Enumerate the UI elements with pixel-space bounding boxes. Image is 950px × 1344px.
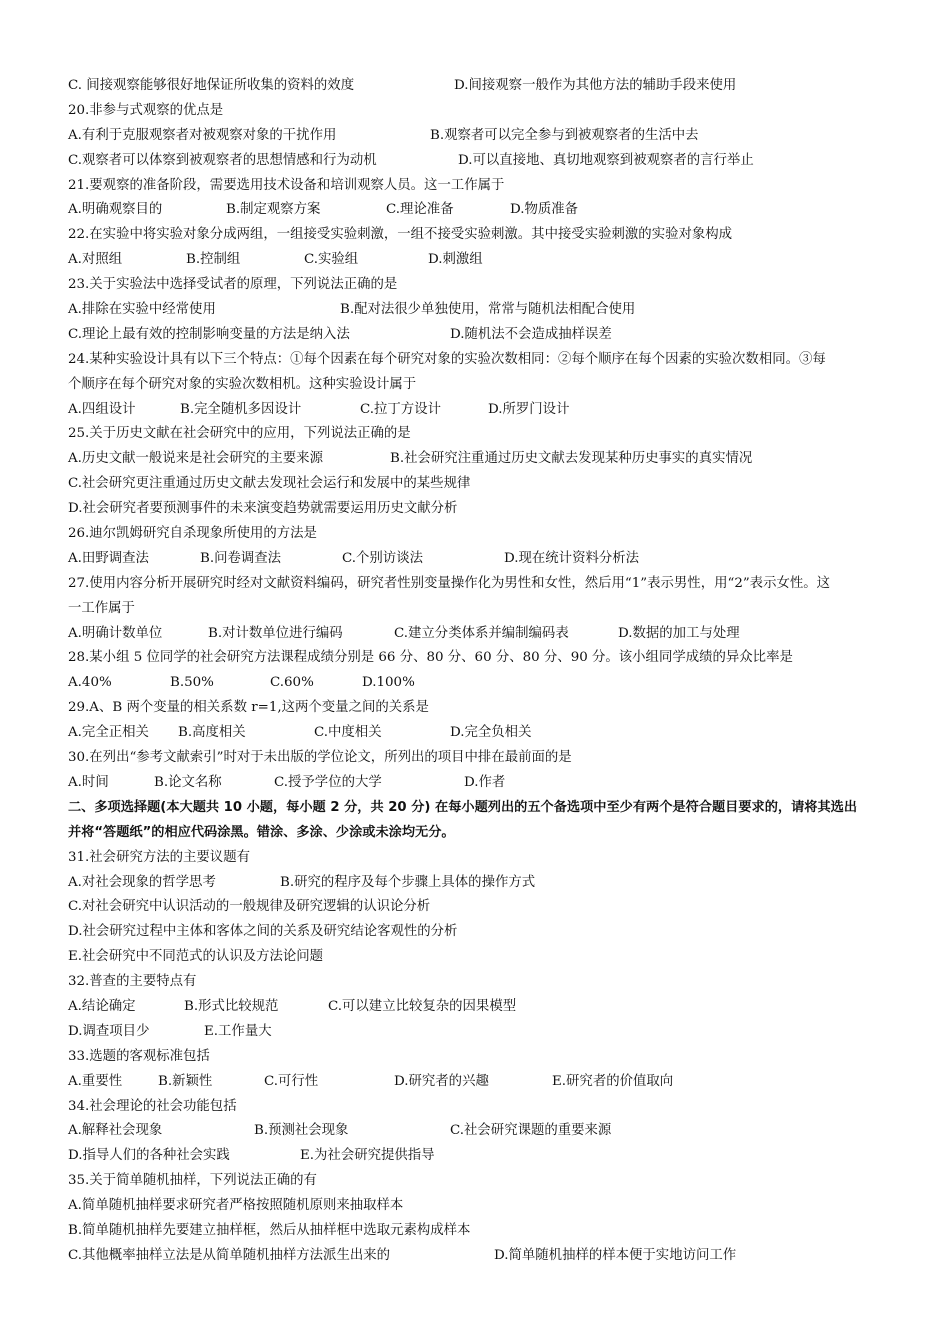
question-line: [68, 447, 888, 472]
line-text: 21.要观察的准备阶段，需要选用技术设备和培训观察人员。这一工作属于: [68, 177, 505, 193]
question-line: [68, 149, 888, 174]
line-text: D.社会研究过程中主体和客体之间的关系及研究结论客观性的分析: [68, 924, 458, 940]
option-text: C.建立分类体系并编制编码表: [394, 625, 569, 641]
question-line: [68, 248, 888, 273]
line-text: C.对社会研究中认识活动的一般规律及研究逻辑的认识论分析: [68, 899, 431, 915]
option-text: C.60%: [270, 675, 314, 691]
question-line: [68, 597, 888, 622]
question-line: [68, 945, 888, 970]
option-text: C.社会研究课题的重要来源: [450, 1123, 612, 1139]
question-line: [68, 1119, 888, 1144]
line-text: 25.关于历史文献在社会研究中的应用，下列说法正确的是: [68, 426, 411, 442]
line-text: 30.在列出“参考文献索引”时对于未出版的学位论文，所列出的项目中排在最前面的是: [68, 750, 572, 766]
question-line: [68, 1194, 888, 1219]
question-line: [68, 373, 888, 398]
question-line: [68, 846, 888, 871]
question-line: [68, 174, 888, 199]
option-text: B.社会研究注重通过历史文献去发现某种历史事实的真实情况: [390, 451, 753, 467]
line-text: C.社会研究更注重通过历史文献去发现社会运行和发展中的某些规律: [68, 476, 471, 492]
line-text: 20.非参与式观察的优点是: [68, 102, 224, 118]
option-text: E.为社会研究提供指导: [300, 1148, 435, 1164]
option-text: D.间接观察一般作为其他方法的辅助手段来使用: [454, 78, 737, 93]
option-text: A.历史文献一般说来是社会研究的主要来源: [68, 451, 323, 467]
option-text: E.研究者的价值取向: [552, 1073, 674, 1089]
line-text: 二、多项选择题(本大题共 10 小题，每小题 2 分，共 20 分) 在每小题列出的五个备选项中至少有两个是符合题目要求的，请将其选出: [68, 799, 858, 815]
question-line: [68, 522, 888, 547]
line-text: 31.社会研究方法的主要议题有: [68, 849, 250, 865]
question-line: [68, 622, 888, 647]
line-text: 并将“答题纸”的相应代码涂黑。错涂、多涂、少涂或未涂均无分。: [68, 824, 455, 840]
question-line: [68, 348, 888, 373]
option-text: A.有利于克服观察者对被观察对象的干扰作用: [68, 127, 337, 143]
option-text: C.可行性: [264, 1073, 319, 1089]
question-line: [68, 1045, 888, 1070]
option-text: A.解释社会现象: [68, 1123, 163, 1139]
option-text: A.田野调查法: [68, 550, 149, 566]
option-text: C.理论准备: [386, 202, 454, 218]
question-line: [68, 746, 888, 771]
option-text: B.新颖性: [158, 1073, 213, 1089]
question-line: [68, 1095, 888, 1120]
option-text: C.其他概率抽样立法是从简单随机抽样方法派生出来的: [68, 1247, 391, 1263]
line-text: 35.关于简单随机抽样，下列说法正确的有: [68, 1173, 317, 1189]
option-text: A.对社会现象的哲学思考: [68, 874, 216, 890]
line-text: 34.社会理论的社会功能包括: [68, 1098, 237, 1114]
option-text: D.所罗门设计: [488, 401, 570, 417]
question-line: [68, 572, 888, 597]
question-line: [68, 721, 888, 746]
option-text: D.调查项目少: [68, 1023, 150, 1039]
question-line: [68, 1169, 888, 1194]
question-line: [68, 696, 888, 721]
line-text: 24.某种实验设计具有以下三个特点：①每个因素在每个研究对象的实验次数相同：②每个顺序在每个因素的实验次数相同。③每: [68, 351, 826, 367]
option-text: B.形式比较规范: [184, 998, 279, 1014]
question-line: [68, 671, 888, 696]
line-text: 33.选题的客观标准包括: [68, 1048, 210, 1064]
option-text: C.中度相关: [314, 725, 382, 741]
question-line: [68, 422, 888, 447]
option-text: D.作者: [464, 774, 506, 790]
option-text: D.研究者的兴趣: [394, 1073, 489, 1089]
option-text: C.理论上最有效的控制影响变量的方法是纳入法: [68, 326, 350, 342]
option-text: C.可以建立比较复杂的因果模型: [328, 998, 517, 1014]
option-text: A.排除在实验中经常使用: [68, 302, 216, 318]
question-line: [68, 273, 888, 298]
option-text: C. 间接观察能够很好地保证所收集的资料的效度: [68, 78, 355, 93]
question-line: [68, 124, 888, 149]
question-line: [68, 323, 888, 348]
question-line: [68, 223, 888, 248]
option-text: B.论文名称: [154, 774, 222, 790]
option-text: A.完全正相关: [68, 725, 149, 741]
question-line: [68, 1244, 888, 1269]
option-text: D.现在统计资料分析法: [504, 550, 640, 566]
option-text: D.物质准备: [510, 202, 579, 218]
line-text: 26.迪尔凯姆研究自杀现象所使用的方法是: [68, 526, 317, 542]
line-text: B.简单随机抽样先要建立抽样框，然后从抽样框中选取元素构成样本: [68, 1222, 471, 1238]
option-text: D.可以直接地、真切地观察到被观察者的言行举止: [458, 152, 754, 168]
question-line: [68, 74, 888, 99]
question-line: [68, 398, 888, 423]
option-text: A.明确观察目的: [68, 202, 163, 218]
question-line: [68, 771, 888, 796]
option-text: A.结论确定: [68, 998, 136, 1014]
option-text: A.时间: [68, 774, 109, 790]
option-text: C.拉丁方设计: [360, 401, 441, 417]
option-text: A.对照组: [68, 252, 123, 268]
option-text: D.随机法不会造成抽样误差: [450, 326, 612, 342]
option-text: C.实验组: [304, 252, 359, 268]
question-line: [68, 497, 888, 522]
option-text: A.明确计数单位: [68, 625, 163, 641]
option-text: B.配对法很少单独使用，常常与随机法相配合使用: [340, 302, 636, 318]
line-text: 27.使用内容分析开展研究时经对文献资料编码，研究者性别变量操作化为男性和女性，然后用“1”表示男性，用“2”表示女性。这: [68, 575, 831, 591]
option-text: A.40%: [68, 675, 112, 691]
question-line: [68, 547, 888, 572]
line-text: 28.某小组 5 位同学的社会研究方法课程成绩分别是 66 分、80 分、60 分、80 分、90 分。该小组同学成绩的异众比率是: [68, 650, 793, 666]
line-text: 22.在实验中将实验对象分成两组，一组接受实验刺激，一组不接受实验刺激。其中接受实验刺激的实验对象构成: [68, 227, 733, 243]
option-text: B.高度相关: [178, 725, 246, 741]
option-text: B.对计数单位进行编码: [208, 625, 343, 641]
option-text: B.50%: [170, 675, 214, 691]
option-text: D.数据的加工与处理: [618, 625, 740, 641]
question-line: [68, 646, 888, 671]
line-text: 32.普查的主要特点有: [68, 974, 197, 990]
option-text: D.100%: [362, 675, 415, 691]
exam-page: [68, 74, 888, 1269]
option-text: B.研究的程序及每个步骤上具体的操作方式: [280, 874, 536, 890]
line-text: A.简单随机抽样要求研究者严格按照随机原则来抽取样本: [68, 1198, 404, 1214]
line-text: E.社会研究中不同范式的认识及方法论问题: [68, 949, 324, 965]
question-line: [68, 472, 888, 497]
question-line: [68, 1144, 888, 1169]
question-line: [68, 198, 888, 223]
question-line: [68, 1070, 888, 1095]
option-text: D.完全负相关: [450, 725, 532, 741]
line-text: 23.关于实验法中选择受试者的原理，下列说法正确的是: [68, 277, 398, 293]
question-line: [68, 1020, 888, 1045]
option-text: D.刺激组: [428, 252, 483, 268]
question-line: [68, 970, 888, 995]
line-text: D.社会研究者要预测事件的未来演变趋势就需要运用历史文献分析: [68, 501, 458, 517]
option-text: B.观察者可以完全参与到被观察者的生活中去: [430, 127, 699, 143]
option-text: B.预测社会现象: [254, 1123, 349, 1139]
question-line: [68, 1219, 888, 1244]
option-text: B.完全随机多因设计: [180, 401, 302, 417]
question-line: [68, 995, 888, 1020]
option-text: A.四组设计: [68, 401, 136, 417]
option-text: C.授予学位的大学: [274, 774, 382, 790]
section-heading-line: [68, 821, 888, 846]
line-text: 个顺序在每个研究对象的实验次数相机。这种实验设计属于: [68, 376, 417, 392]
section-heading-line: [68, 796, 888, 821]
option-text: C.个别访谈法: [342, 550, 423, 566]
question-line: [68, 920, 888, 945]
line-text: 29.A、B 两个变量的相关系数 r=1,这两个变量之间的关系是: [68, 700, 429, 716]
question-line: [68, 871, 888, 896]
option-text: B.问卷调查法: [200, 550, 282, 566]
question-line: [68, 99, 888, 124]
option-text: D.指导人们的各种社会实践: [68, 1148, 230, 1164]
line-text: 一工作属于: [68, 600, 135, 616]
option-text: B.控制组: [186, 252, 241, 268]
option-text: B.制定观察方案: [226, 202, 321, 218]
option-text: D.简单随机抽样的样本便于实地访问工作: [494, 1247, 737, 1263]
question-line: [68, 895, 888, 920]
option-text: A.重要性: [68, 1073, 123, 1089]
option-text: C.观察者可以体察到被观察者的思想情感和行为动机: [68, 152, 377, 168]
question-line: [68, 298, 888, 323]
option-text: E.工作量大: [204, 1023, 272, 1039]
